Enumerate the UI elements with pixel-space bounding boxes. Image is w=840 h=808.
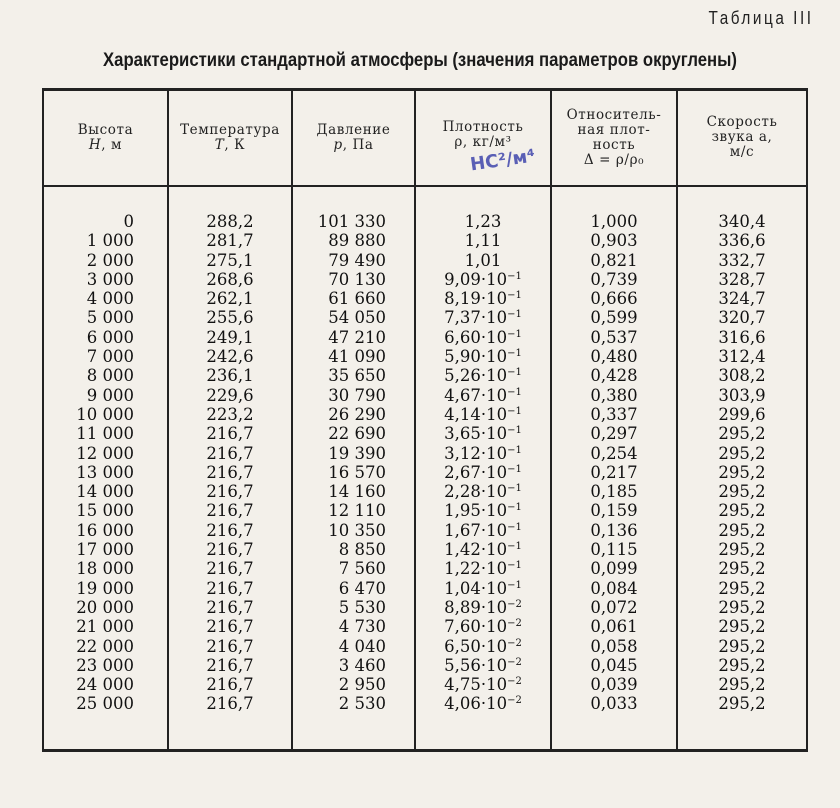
- table-cell: 1,23: [464, 212, 502, 231]
- table-cell: 229,6: [206, 385, 254, 405]
- table-cell: 22 000: [76, 636, 134, 656]
- table-cell: $1,04\cdot 10^{-1}$: [444, 578, 522, 598]
- table-cell: 70 130: [328, 269, 386, 289]
- table-cell: 216,7: [206, 636, 254, 656]
- table-cell: $8,89\cdot 10^{-2}$: [444, 597, 522, 617]
- table-cell: 0,537: [590, 327, 638, 347]
- table-cell: 328,7: [718, 269, 766, 289]
- table-cell: $3,65\cdot 10^{-1}$: [444, 424, 522, 444]
- table-cell: 340,4: [718, 212, 766, 231]
- table-cell: 0,072: [590, 597, 638, 617]
- table-cell: 6 470: [338, 578, 386, 598]
- table-cell: 0,058: [590, 636, 638, 656]
- table-cell: 41 090: [328, 347, 386, 367]
- table-cell: 21 000: [76, 617, 134, 637]
- table-cell: 8 850: [338, 540, 386, 560]
- column-temperature: [169, 212, 291, 714]
- table-cell: 295,2: [718, 597, 766, 617]
- table-cell: $4,06\cdot 10^{-2}$: [444, 694, 522, 714]
- table-cell: 16 000: [76, 520, 134, 540]
- table-cell: 26 290: [328, 404, 386, 424]
- table-cell: 295,2: [718, 559, 766, 579]
- table-cell: 295,2: [718, 617, 766, 637]
- table-cell: 8 000: [86, 366, 134, 386]
- table-cell: $7,37\cdot 10^{-1}$: [444, 308, 522, 328]
- table-cell: 12 110: [328, 501, 386, 521]
- table-cell: 236,1: [206, 366, 254, 386]
- table-cell: 295,2: [718, 482, 766, 502]
- table-cell: 216,7: [206, 443, 254, 463]
- table-cell: 54 050: [328, 308, 386, 328]
- table-cell: $9,09\cdot 10^{-1}$: [444, 269, 522, 289]
- table-cell: 7 560: [338, 559, 386, 579]
- table-cell: 9 000: [86, 385, 134, 405]
- table-cell: 20 000: [76, 597, 134, 617]
- table-title: Характеристики стандартной атмосферы (значения параметров округлены): [103, 50, 737, 71]
- table-cell: $3,12\cdot 10^{-1}$: [444, 443, 522, 463]
- header-temperature: Температура T, К: [180, 121, 280, 153]
- table-cell: 0,115: [590, 540, 638, 560]
- table-cell: $1,42\cdot 10^{-1}$: [444, 540, 522, 560]
- table-cell: 101 330: [317, 212, 386, 231]
- table-cell: 13 000: [76, 462, 134, 482]
- header-relative-density: Относитель- ная плот- ность Δ = ρ/ρ₀: [566, 106, 662, 168]
- column-relative-density: [552, 212, 676, 714]
- table-cell: 295,2: [718, 655, 766, 675]
- table-cell: $5,26\cdot 10^{-1}$: [444, 366, 522, 386]
- table-cell: 0,903: [590, 231, 638, 251]
- table-cell: $1,67\cdot 10^{-1}$: [444, 520, 522, 540]
- table-cell: 4 730: [338, 617, 386, 637]
- table-cell: 288,2: [206, 212, 254, 231]
- table-cell: 0,297: [590, 424, 638, 444]
- table-cell: 216,7: [206, 694, 254, 714]
- table-cell: 2 530: [338, 694, 386, 714]
- table-cell: 295,2: [718, 636, 766, 656]
- table-cell: $5,90\cdot 10^{-1}$: [444, 347, 522, 367]
- table-cell: 295,2: [718, 501, 766, 521]
- table-cell: $6,60\cdot 10^{-1}$: [444, 327, 522, 347]
- table-cell: 4 000: [86, 289, 134, 309]
- table-cell: 0,045: [590, 655, 638, 675]
- table-cell: 0,254: [590, 443, 638, 463]
- table-cell: 295,2: [718, 424, 766, 444]
- table-cell: 295,2: [718, 443, 766, 463]
- table-cell: 275,1: [206, 250, 254, 270]
- table-cell: 0,136: [590, 520, 638, 540]
- table-cell: 316,6: [718, 327, 766, 347]
- table-cell: $8,19\cdot 10^{-1}$: [444, 289, 522, 309]
- table-cell: $1,95\cdot 10^{-1}$: [444, 501, 522, 521]
- table-cell: 15 000: [76, 501, 134, 521]
- table-cell: 4 040: [338, 636, 386, 656]
- table-cell: 89 880: [328, 231, 386, 251]
- table-cell: 216,7: [206, 617, 254, 637]
- table-cell: 308,2: [718, 366, 766, 386]
- table-cell: 19 000: [76, 578, 134, 598]
- table-cell: 281,7: [206, 231, 254, 251]
- table-cell: 249,1: [206, 327, 254, 347]
- table-cell: 255,6: [206, 308, 254, 328]
- border-right: [806, 88, 808, 750]
- table-cell: 262,1: [206, 289, 254, 309]
- header-altitude: Высота H, м: [77, 121, 134, 153]
- table-cell: 11 000: [76, 424, 134, 444]
- table-cell: 10 350: [328, 520, 386, 540]
- table-cell: 216,7: [206, 424, 254, 444]
- table-cell: 0,337: [590, 404, 638, 424]
- table-cell: $5,56\cdot 10^{-2}$: [444, 655, 522, 675]
- table-cell: 216,7: [206, 501, 254, 521]
- table-cell: 3 000: [86, 269, 134, 289]
- table-cell: 30 790: [328, 385, 386, 405]
- column-altitude: [44, 212, 134, 714]
- table-cell: 223,2: [206, 404, 254, 424]
- handwritten-annotation: НС²/м⁴: [468, 145, 537, 176]
- header-pressure: Давление p, Па: [316, 121, 391, 153]
- table-cell: 320,7: [718, 308, 766, 328]
- table-cell: 299,6: [718, 404, 766, 424]
- table-cell: 332,7: [718, 250, 766, 270]
- table-cell: 0,099: [590, 559, 638, 579]
- table-cell: 14 160: [328, 482, 386, 502]
- table-cell: 295,2: [718, 540, 766, 560]
- table-cell: 295,2: [718, 694, 766, 714]
- table-cell: 0,084: [590, 578, 638, 598]
- table-cell: 312,4: [718, 347, 766, 367]
- table-cell: 0,185: [590, 482, 638, 502]
- table-cell: 25 000: [76, 694, 134, 714]
- table-cell: 35 650: [328, 366, 386, 386]
- table-cell: 6 000: [86, 327, 134, 347]
- table-cell: 24 000: [76, 675, 134, 695]
- table-label: Таблица III: [708, 8, 814, 28]
- table-cell: 2 000: [86, 250, 134, 270]
- table-cell: $4,14\cdot 10^{-1}$: [444, 404, 522, 424]
- table-cell: 0,061: [590, 617, 638, 637]
- table-cell: 216,7: [206, 520, 254, 540]
- table-cell: 216,7: [206, 462, 254, 482]
- table-cell: 295,2: [718, 578, 766, 598]
- table-cell: 216,7: [206, 578, 254, 598]
- table-cell: $2,28\cdot 10^{-1}$: [444, 482, 522, 502]
- table-cell: 5 530: [338, 597, 386, 617]
- table-cell: 295,2: [718, 462, 766, 482]
- table-cell: $2,67\cdot 10^{-1}$: [444, 462, 522, 482]
- column-pressure: [293, 212, 386, 714]
- table-cell: 61 660: [328, 289, 386, 309]
- table-cell: $7,60\cdot 10^{-2}$: [444, 617, 522, 637]
- table-cell: 324,7: [718, 289, 766, 309]
- table-cell: 18 000: [76, 559, 134, 579]
- table-cell: 0,428: [590, 366, 638, 386]
- table-cell: 12 000: [76, 443, 134, 463]
- table-cell: 0,159: [590, 501, 638, 521]
- table-cell: 10 000: [76, 404, 134, 424]
- table-cell: 336,6: [718, 231, 766, 251]
- table-cell: 23 000: [76, 655, 134, 675]
- table-cell: 7 000: [86, 347, 134, 367]
- table-cell: 19 390: [328, 443, 386, 463]
- table-cell: 268,6: [206, 269, 254, 289]
- table-cell: 1,01: [464, 250, 502, 270]
- table-cell: 216,7: [206, 540, 254, 560]
- table-cell: 0,480: [590, 347, 638, 367]
- table-cell: 216,7: [206, 559, 254, 579]
- table-cell: 1,11: [464, 231, 502, 251]
- table-cell: 1,000: [590, 212, 638, 231]
- table-cell: 79 490: [328, 250, 386, 270]
- table-cell: 0,599: [590, 308, 638, 328]
- header-rule: [44, 185, 806, 187]
- table-cell: 0,039: [590, 675, 638, 695]
- table-cell: 216,7: [206, 482, 254, 502]
- table-cell: 2 950: [338, 675, 386, 695]
- table-cell: 0,739: [590, 269, 638, 289]
- table-cell: 295,2: [718, 520, 766, 540]
- table-cell: 0: [123, 212, 134, 231]
- table-cell: 0,217: [590, 462, 638, 482]
- table-cell: $4,67\cdot 10^{-1}$: [444, 385, 522, 405]
- table-cell: 5 000: [86, 308, 134, 328]
- table-cell: 303,9: [718, 385, 766, 405]
- table-cell: 295,2: [718, 675, 766, 695]
- table-cell: 47 210: [328, 327, 386, 347]
- column-density: [416, 212, 550, 714]
- header-density: Плотность ρ, кг/м³: [442, 119, 524, 150]
- table-cell: 1 000: [86, 231, 134, 251]
- table-cell: 216,7: [206, 597, 254, 617]
- column-sound-speed: [678, 212, 806, 714]
- table-cell: 22 690: [328, 424, 386, 444]
- table-cell: 242,6: [206, 347, 254, 367]
- header-sound-speed: Скорость звука a, м/с: [706, 114, 778, 160]
- table-cell: 216,7: [206, 675, 254, 695]
- table-cell: $4,75\cdot 10^{-2}$: [444, 675, 522, 695]
- table-cell: 0,033: [590, 694, 638, 714]
- table-cell: 0,380: [590, 385, 638, 405]
- table-cell: 17 000: [76, 540, 134, 560]
- table-cell: 3 460: [338, 655, 386, 675]
- table-cell: $1,22\cdot 10^{-1}$: [444, 559, 522, 579]
- table-cell: 16 570: [328, 462, 386, 482]
- table-cell: 0,821: [590, 250, 638, 270]
- table-cell: $6,50\cdot 10^{-2}$: [444, 636, 522, 656]
- table-cell: 14 000: [76, 482, 134, 502]
- table-cell: 0,666: [590, 289, 638, 309]
- table-cell: 216,7: [206, 655, 254, 675]
